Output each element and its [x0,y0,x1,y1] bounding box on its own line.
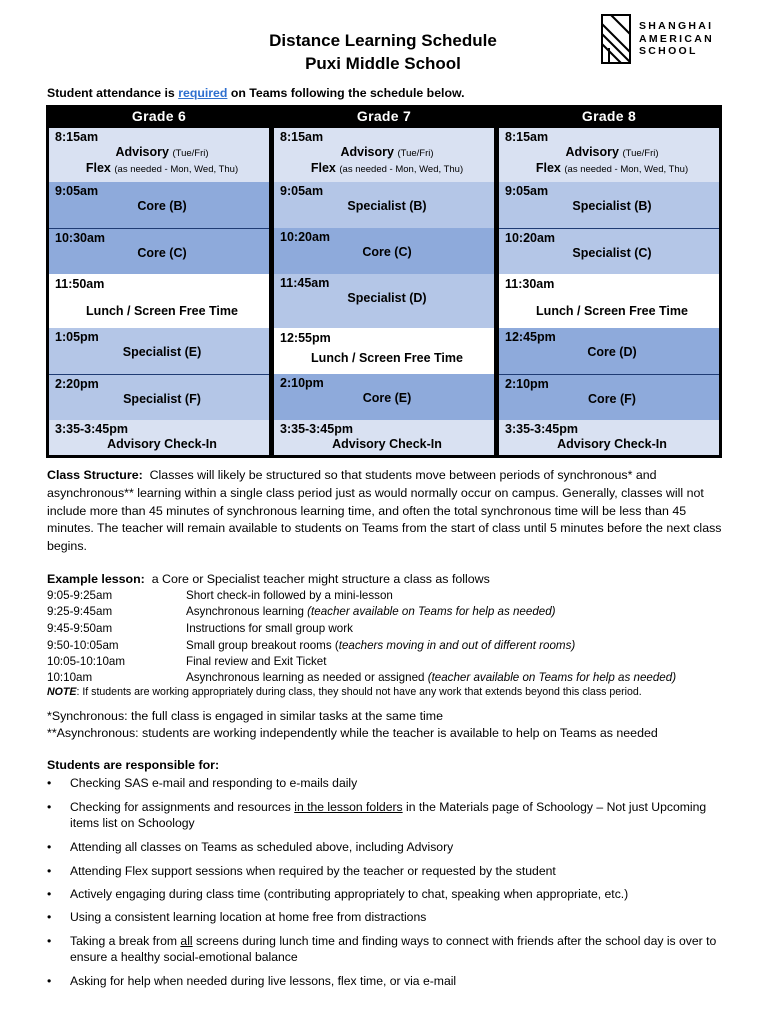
period-cell: 2:10pm Core (E) [274,374,494,420]
period-cell: 9:05am Specialist (B) [499,182,719,228]
period-cell: 10:20am Core (C) [274,228,494,274]
title-block [200,29,566,75]
lunch-cell: 11:50am Lunch / Screen Free Time [49,274,269,328]
class-structure-heading: Class Structure: [47,468,143,482]
lesson-row: 9:05-9:25am Short check-in followed by a mini-lesson [47,589,393,602]
school-logo-mark-icon [601,14,631,64]
period-cell: 10:30am Core (C) [49,228,269,274]
period-cell: 10:20am Specialist (C) [499,228,719,274]
required-link[interactable]: required [178,86,228,100]
example-lesson-intro: Example lesson: a Core or Specialist teacher might structure a class as follows [47,572,490,586]
grade-8-header: Grade 8 [581,108,637,124]
checkin-cell: 3:35-3:45pm Advisory Check-In [49,420,269,455]
document-page: Distance Learning Schedule Puxi Middle School SHANGHAI AMERICAN SCHOOL Student attendance is required on Teams following the schedule below. Grade 6 8:15am Advisory (Tue/Fri) Flex (as needed - Mon, Wed, Thu) 9:05am Core (B) 10:30am Core (C) 11:50am Lunch / Screen Free Time 1:05pm Specialist (E) 2:20pm Specialist (F) 3:35-3:45pm Advisory Check-In Grade 7 8:15am Advisory (Tue/Fri) Flex (as needed - Mon, Wed, Thu) 9:05am Specialist (B) 10:20am Core (C) 11:45am Specialist (D) 12:55pm Lunch / Screen Free Time 2:10pm Core (E) 3:35-3:45pm Advisory Check-In Grade 8 8:15am Advisory (Tue/Fri) Flex (as needed - Mon, Wed, Thu) 9:05am Specialist (B) 10:20am Specialist (C) 11:30am Lunch / Screen Free Time 12:45pm Core (D) 2:10pm Core (F) 3:35-3:45pm Advisory Check-In Class Structure: Classes will likely be structured so that students move between periods of synchronous* and asynchronous** learning within a single class period just as would normally occur on campus. Generally, classes will not include more than 45 minutes of synchronous learning time, and often the total synchronous time will be less than 45 minutes. The teacher will remain available to students on Teams from the start of class until 5 minutes before the next class begins. Example lesson: a Core or Specialist teacher might structure a class as follows 9:05-9:25am Short check-in followed by a mini-lesson 9:25-9:45am Asynchronous learning (teacher available on Teams for help as needed) 9:45-9:50am Instructions for small group work 9:50-10:05am Small group breakout rooms (teachers moving in and out of different rooms) 10:05-10:10am Final review and Exit Ticket 10:10am Asynchronous learning as needed or assigned (teacher available on Teams for help as needed) NOTE: If students are working appropriately during class, they should not have any work that extends beyond this class period. *Synchronous: the full class is engaged in similar tasks at the same time **Asynchronous: students are working independently while the teacher is available to help on Teams as needed Students are responsible for: • Checking SAS e-mail and responding to e-mails daily • Checking for assignments and resources in the lesson folders in the Materials page of Schoology – Not just Upcoming items list on Schoology • Attending all classes on Teams as scheduled above, including Advisory • Attending Flex support sessions when required by the teacher or requested by the student • Actively engaging during class time (contributing appropriately to chat, speaking when appropriate, etc.) • Using a consistent learning location at home free from distractions • Taking a break from all screens during lunch time and finding ways to connect with friends after the school day is over to ensure a healthy social-emotional balance • Asking for help when needed during live lessons, flex time, or via e-mail [0,0,768,1024]
asynchronous-definition: **Asynchronous: students are working independently while the teacher is available to help on Teams as needed [47,726,658,740]
lesson-row: 10:05-10:10am Final review and Exit Ticket [47,655,327,668]
lesson-row: 9:25-9:45am Asynchronous learning (teacher available on Teams for help as needed) [47,605,556,618]
synchronous-definition: *Synchronous: the full class is engaged in similar tasks at the same time [47,709,443,723]
lesson-row: 10:10am Asynchronous learning as needed or assigned (teacher available on Teams for help as needed) [47,671,677,684]
schedule-table [46,105,722,458]
lesson-row: 9:45-9:50am Instructions for small group work [47,622,353,635]
checkin-cell: 3:35-3:45pm Advisory Check-In [499,420,719,455]
school-logo-wordmark: SHANGHAI AMERICAN SCHOOL [639,20,714,58]
lesson-note: NOTE: If students are working appropriately during class, they should not have any work that extends beyond this class period. [47,686,642,698]
period-cell: 1:05pm Specialist (E) [49,328,269,374]
lunch-cell: 12:55pm Lunch / Screen Free Time [274,328,494,374]
example-lesson-heading: Example lesson: [47,572,145,586]
period-cell: 12:45pm Core (D) [499,328,719,374]
advisory-flex-cell: 8:15am Advisory (Tue/Fri) Flex (as needed - Mon, Wed, Thu) [49,128,269,182]
checkin-cell: 3:35-3:45pm Advisory Check-In [274,420,494,455]
school-logo [601,14,714,64]
period-cell: 11:45am Specialist (D) [274,274,494,328]
class-structure-paragraph: Class Structure: Classes will likely be structured so that students move between periods of synchronous* and asynchronous** learning within a single class period just as would normally occur on campus. Generally, classes will not include more than 45 minutes of synchronous learning time, and often the total synchronous time will be less than 45 minutes. The teacher will remain available to students on Teams from the start of class until 5 minutes before the next class begins. [47,468,722,554]
grade-7-header: Grade 7 [356,108,412,124]
period-cell: 2:10pm Core (F) [499,374,719,420]
lunch-cell: 11:30am Lunch / Screen Free Time [499,274,719,328]
grade-8-column [499,105,719,458]
responsibilities-heading: Students are responsible for: [47,758,220,772]
grade-6-header: Grade 6 [131,108,187,124]
document-title: Distance Learning Schedule [269,31,497,50]
advisory-flex-cell: 8:15am Advisory (Tue/Fri) Flex (as needed - Mon, Wed, Thu) [274,128,494,182]
period-cell: 2:20pm Specialist (F) [49,374,269,420]
lesson-row: 9:50-10:05am Small group breakout rooms (teachers moving in and out of different rooms) [47,639,576,652]
period-cell: 9:05am Specialist (B) [274,182,494,228]
grade-6-column [49,105,269,458]
attendance-statement: Student attendance is required on Teams following the schedule below. [47,86,465,100]
advisory-flex-cell: 8:15am Advisory (Tue/Fri) Flex (as needed - Mon, Wed, Thu) [499,128,719,182]
document-subtitle: Puxi Middle School [305,54,461,73]
grade-7-column [274,105,494,458]
period-cell: 9:05am Core (B) [49,182,269,228]
